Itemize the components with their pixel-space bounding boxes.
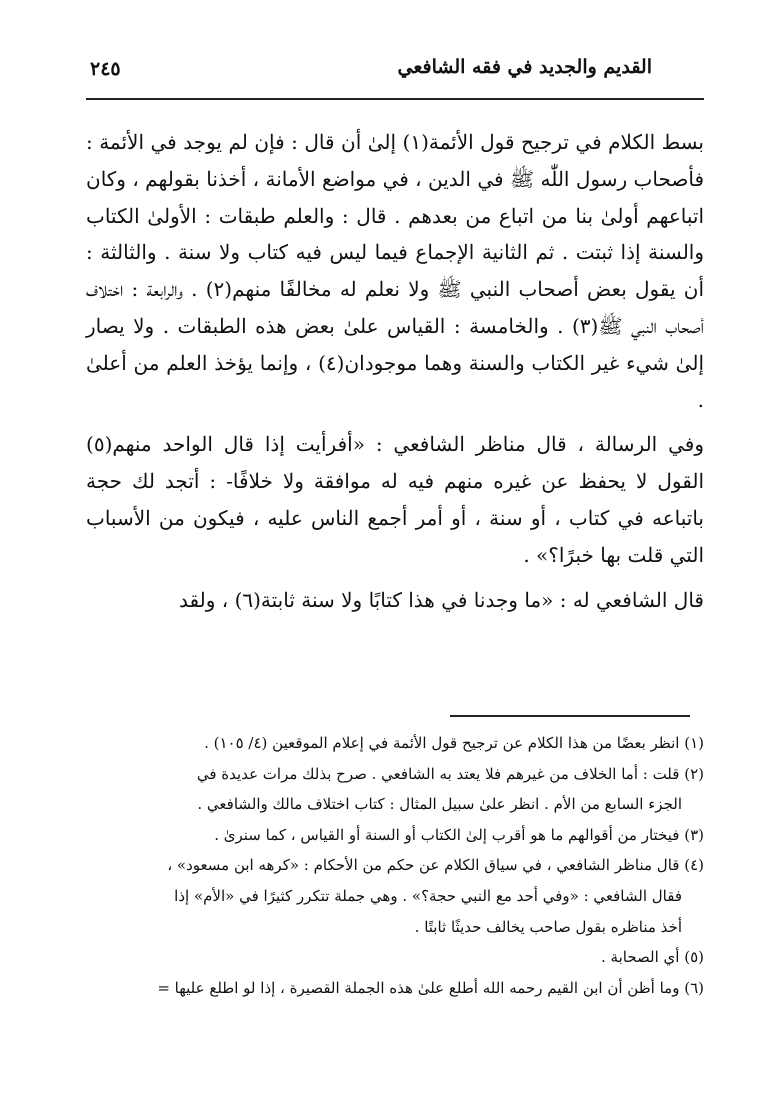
- text-line: باتباعه في كتاب ، أو سنة ، أو أمر أجمع الناس عليه ، فيكون من الأسباب: [86, 505, 704, 530]
- body-paragraph-2: [86, 426, 704, 573]
- footnotes: [86, 728, 704, 1003]
- main-text: [86, 124, 704, 618]
- footnote-4-continued: أخذ مناظره بقول صاحب يخالف حديثًا ثابتًا .: [414, 917, 682, 936]
- footnote-6: (٦) وما أظن أن ابن القيم رحمه الله أطلع علىٰ هذه الجملة القصيرة ، إذا لو اطلع عليها =: [157, 978, 704, 997]
- text-line: وفي الرسالة ، قال مناظر الشافعي : «أفرأيت إذا قال الواحد منهم(٥): [86, 432, 704, 457]
- text-line: طبقات : الأولىٰ الكتاب والسنة إذا ثبتت . ثم الثانية الإجماع فيما ليس فيه: [86, 203, 704, 265]
- running-title: القديم والجديد في فقه الشافعي: [397, 56, 652, 78]
- footnote-4: (٤) قال مناظر الشافعي ، في سياق الكلام عن حكم من الأحكام : «كرهه ابن مسعود» ،: [167, 856, 704, 875]
- text-line: التي قلت بها خبرًا؟» .: [523, 542, 704, 567]
- text-line: بقولهم ، وكان اتباعهم أولىٰ بنا من اتباع من بعدهم . قال : والعلم: [86, 166, 705, 228]
- header-divider: [86, 98, 704, 100]
- text-line: مخالفًا منهم(٢) . والرابعة : اختلاف أصحاب النبي ﷺ(٣) . والخامسة :: [86, 277, 704, 338]
- text-line: القول لا يحفظ عن غيره منهم فيه له موافقة ولا خلافًا- : أتجد لك حجة: [86, 469, 704, 494]
- footnote-2: (٢) قلت : أما الخلاف من غيرهم فلا يعتد به الشافعي . صرح بذلك مرات عديدة في: [196, 764, 704, 783]
- footnote-divider: [450, 715, 690, 717]
- text-line: القياس علىٰ بعض هذه الطبقات . ولا يصار إلىٰ شيء غير الكتاب والسنة: [86, 313, 704, 375]
- footnote-4-continued: فقال الشافعي : «وفي أحد مع النبي حجة؟» . وهي جملة تتكرر كثيرًا في «الأم» إذا: [174, 886, 682, 905]
- body-paragraph-1: [86, 124, 704, 418]
- footnote-5: (٥) أي الصحابة .: [601, 948, 704, 967]
- body-paragraph-3: [86, 582, 704, 619]
- page-number: ٢٤٥: [90, 58, 121, 80]
- footnote-2-continued: الجزء السابع من الأم . انظر علىٰ سبيل المثال : كتاب اختلاف مالك والشافعي .: [197, 795, 682, 814]
- text-line: وهما موجودان(٤) ، وإنما يؤخذ العلم من أعلىٰ .: [86, 350, 704, 412]
- text-line: قال الشافعي له : «ما وجدنا في هذا كتابًا ولا سنة ثابتة(٦) ، ولقد: [179, 587, 704, 612]
- text-line: الأئمة : فأصحاب رسول اللّٰه ﷺ في الدين ، في مواضع الأمانة ، أخذنا: [86, 130, 704, 191]
- footnote-1: (١) انظر بعضًا من هذا الكلام عن ترجيح قول الأئمة في إعلام الموقعين (٤/ ١٠٥) .: [204, 734, 704, 752]
- text-line: بسط الكلام في ترجيح قول الأئمة(١) إلىٰ أن قال : فإن لم يوجد في: [150, 130, 705, 154]
- footnote-3: (٣) فيختار من أقوالهم ما هو أقرب إلىٰ الكتاب أو السنة أو القياس ، كما سنرىٰ .: [214, 825, 704, 844]
- text-line: كتاب ولا سنة . والثالثة : أن يقول بعض أصحاب النبي ﷺ ولا نعلم له: [86, 240, 704, 302]
